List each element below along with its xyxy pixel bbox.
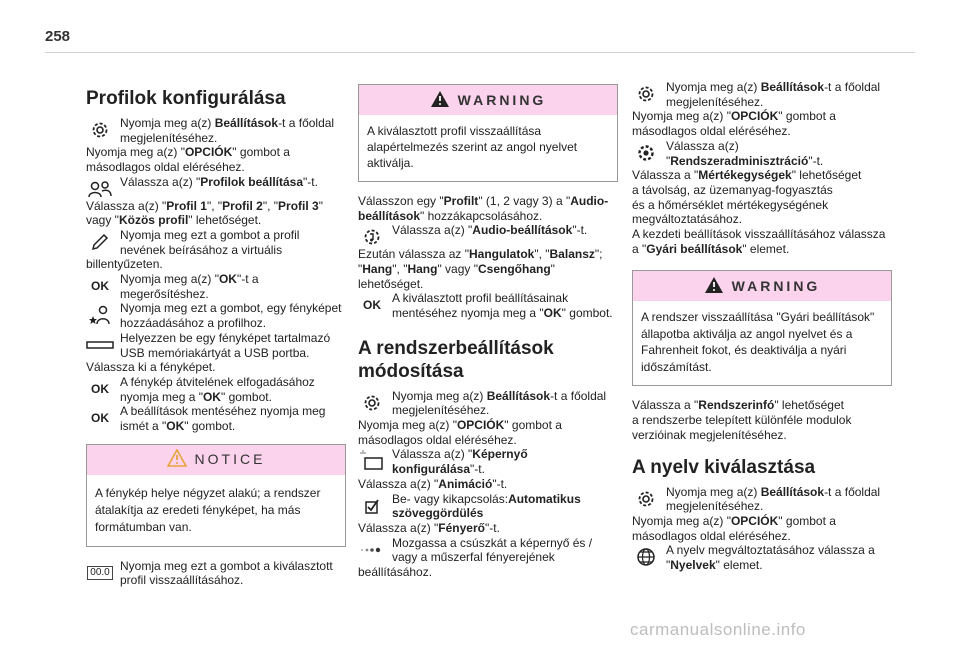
star-photo-icon [86,302,114,328]
warning-title: WARNING [731,278,821,295]
rich-text: Nyomja meg a(z) Beállítások-t a főoldal megjelenítéséhez. [666,80,881,109]
ok-icon: OK [91,411,109,425]
instruction-profile-settings [86,175,346,190]
rich-text: Nyomja meg a(z) Beállítások-t a főoldal megjelenítéséhez. [666,484,881,514]
instruction-settings [358,389,618,418]
rich-text: Nyomja meg a(z) "OPCIÓK" gombot a másodlagos oldal eléréséhez. [86,145,290,175]
rich-text: Válassza a(z) "Profilok beállítása"-t. [120,174,318,189]
language-icon [632,544,660,570]
instruction-settings [632,485,892,514]
instruction-usb [86,331,346,360]
rich-text: A nyelv megváltoztatásához válassza a "Nyelvek" elemet. [666,543,875,573]
brightness-screen-icon [358,448,386,474]
column-audio-system [358,80,618,580]
column-system-language [632,80,892,573]
instruction-add-photo [86,301,346,330]
rich-text: Válasszon egy "Profilt" (1, 2 vagy 3) a "Audio- beállítások" hozzákapcsolásához. [358,194,609,223]
section-heading-profiles: Profilok konfigurálása [86,88,286,109]
section-heading-system: A rendszerbeállítások módosítása [358,337,554,382]
instruction-system-admin [632,139,892,168]
watermark: carmanualsonline.info [630,620,806,639]
warning-title: WARNING [457,91,547,108]
rich-text: Válassza a(z) "Profil 1", "Profil 2", "Profil 3" vagy "Közös profil" lehetőséget. [86,198,323,228]
instruction-confirm [86,272,346,301]
notice-body: A fénykép helye négyzet alakú; a rendszer átalakítja az eredeti fényképet, ha más formátumban van. [95,485,321,534]
warning-header [359,85,617,115]
notice-box [86,444,346,547]
slider-dots-icon [358,537,386,563]
instruction-screen-config [358,447,618,476]
instruction-reset-profile [86,559,346,588]
paragraph: Válassza ki a fényképet. [86,360,216,375]
warning-icon [704,276,724,297]
rich-text: A beállítások mentéséhez nyomja meg ismét a "OK" gombot. [120,404,326,434]
rich-text: Mozgassa a csúszkát a képernyő és / vagy a műszerfal fényerejének [392,535,593,565]
warning-icon [167,449,187,470]
gear-icon [358,390,386,416]
paragraph: billentyűzeten. [86,257,163,272]
rich-text: Nyomja meg a(z) "OPCIÓK" gombot a másodlagos oldal eléréséhez. [358,418,562,447]
rich-text: Nyomja meg ezt a gombot, egy fényképet hozzáadásához a profilhoz. [120,301,342,331]
ok-icon: OK [91,381,109,396]
rich-text: Válassza a(z) "Rendszeradminisztráció"-t. [666,138,824,168]
rich-text: Nyomja meg ezt a gombot a profil nevének beírásához a virtuális [120,227,300,257]
instruction-save [86,404,346,433]
warning-body: A rendszer visszaállítása "Gyári beállítások" állapotba aktiválja az angol nyelvet és a Fahrenheit fokot, és deaktiválja a nyári időszámítást. [641,310,875,374]
rich-text: Válassza a "Mértékegységek" lehetőséget a távolság, az üzemanyag-fogyasztás és a hőmérséklet mértékegységének megváltoztatásához. [632,168,862,227]
warning-header [633,271,891,301]
gear-icon [632,140,660,166]
ok-icon: OK [91,278,109,293]
notice-title: NOTICE [194,451,266,468]
notice-header [87,445,345,475]
audio-gear-icon [358,224,386,250]
rich-text: Helyezzen be egy fényképet tartalmazó USB memóriakártyát a USB portba. [120,330,331,360]
rich-text: Válassza a "Rendszerinfó" lehetőséget a rendszerbe telepített különféle modulok verzióinak megjelenítéséhez. [632,398,852,442]
warning-box [358,84,618,182]
rich-text: Ezután válassza az "Hangulatok", "Balansz"; "Hang", "Hang" vagy "Csengőhang" lehetőséget. [358,247,603,291]
rich-text: Be- vagy kikapcsolás:Automatikus szöveggördülés [392,491,581,521]
rich-text: Válassza a(z) "Képernyő konfigurálása"-t. [392,447,528,477]
rich-text: Nyomja meg ezt a gombot a kiválasztott profil visszaállításához. [120,558,333,588]
rich-text: Válassza a(z) "Animáció"-t. [358,476,508,491]
reset-button-icon: 00.0 [86,560,114,586]
rich-text: Válassza a(z) "Audio-beállítások"-t. [392,223,588,238]
section-heading-language: A nyelv kiválasztása [632,456,816,478]
instruction-settings [632,80,892,109]
rich-text: Nyomja meg a(z) Beállítások-t a főoldal megjelenítéséhez. [120,116,335,145]
warning-icon [430,90,450,111]
rich-text: Nyomja meg a(z) "OPCIÓK" gombot a másodlagos oldal eléréséhez. [632,109,836,139]
instruction-accept-photo [86,375,346,404]
instruction-autoscroll [358,492,618,521]
rich-text: A fénykép átvitelének elfogadásához nyomja meg a "OK" gombot. [120,374,315,404]
rich-text: A kiválasztott profil beállításainak mentéséhez nyomja meg a "OK" gombot. [392,291,613,320]
rich-text: Nyomja meg a(z) Beállítások-t a főoldal megjelenítéséhez. [392,388,607,418]
usb-icon [86,332,114,358]
rich-text: Nyomja meg a(z) "OK"-t a megerősítéshez. [120,272,259,301]
rich-text: Válassza a(z) "Fényerő"-t. [358,520,500,535]
instruction-audio [358,223,618,238]
gear-icon [632,486,660,512]
pencil-icon [86,229,114,255]
column-profiles [86,80,346,588]
instruction-edit-name [86,228,346,257]
instruction-language [632,543,892,572]
paragraph: beállításához. [358,565,433,580]
rich-text: A kezdeti beállítások visszaállításához válassza a "Gyári beállítások" elemet. [632,227,886,256]
warning-body: A kiválasztott profil visszaállítása alapértelmezés szerint az angol nyelvet aktiválja. [367,124,578,170]
gear-icon [86,117,114,143]
users-icon [86,176,114,202]
page-number: 258 [45,28,71,45]
ok-icon: OK [363,297,381,312]
instruction-save-profile [358,291,618,320]
checkbox-icon [358,493,386,519]
header-divider [45,52,915,53]
warning-box [632,270,892,386]
instruction-settings [86,116,346,145]
gear-icon [632,81,660,107]
rich-text: Nyomja meg a(z) "OPCIÓK" gombot a másodlagos oldal eléréséhez. [632,513,836,543]
instruction-brightness [358,536,618,565]
